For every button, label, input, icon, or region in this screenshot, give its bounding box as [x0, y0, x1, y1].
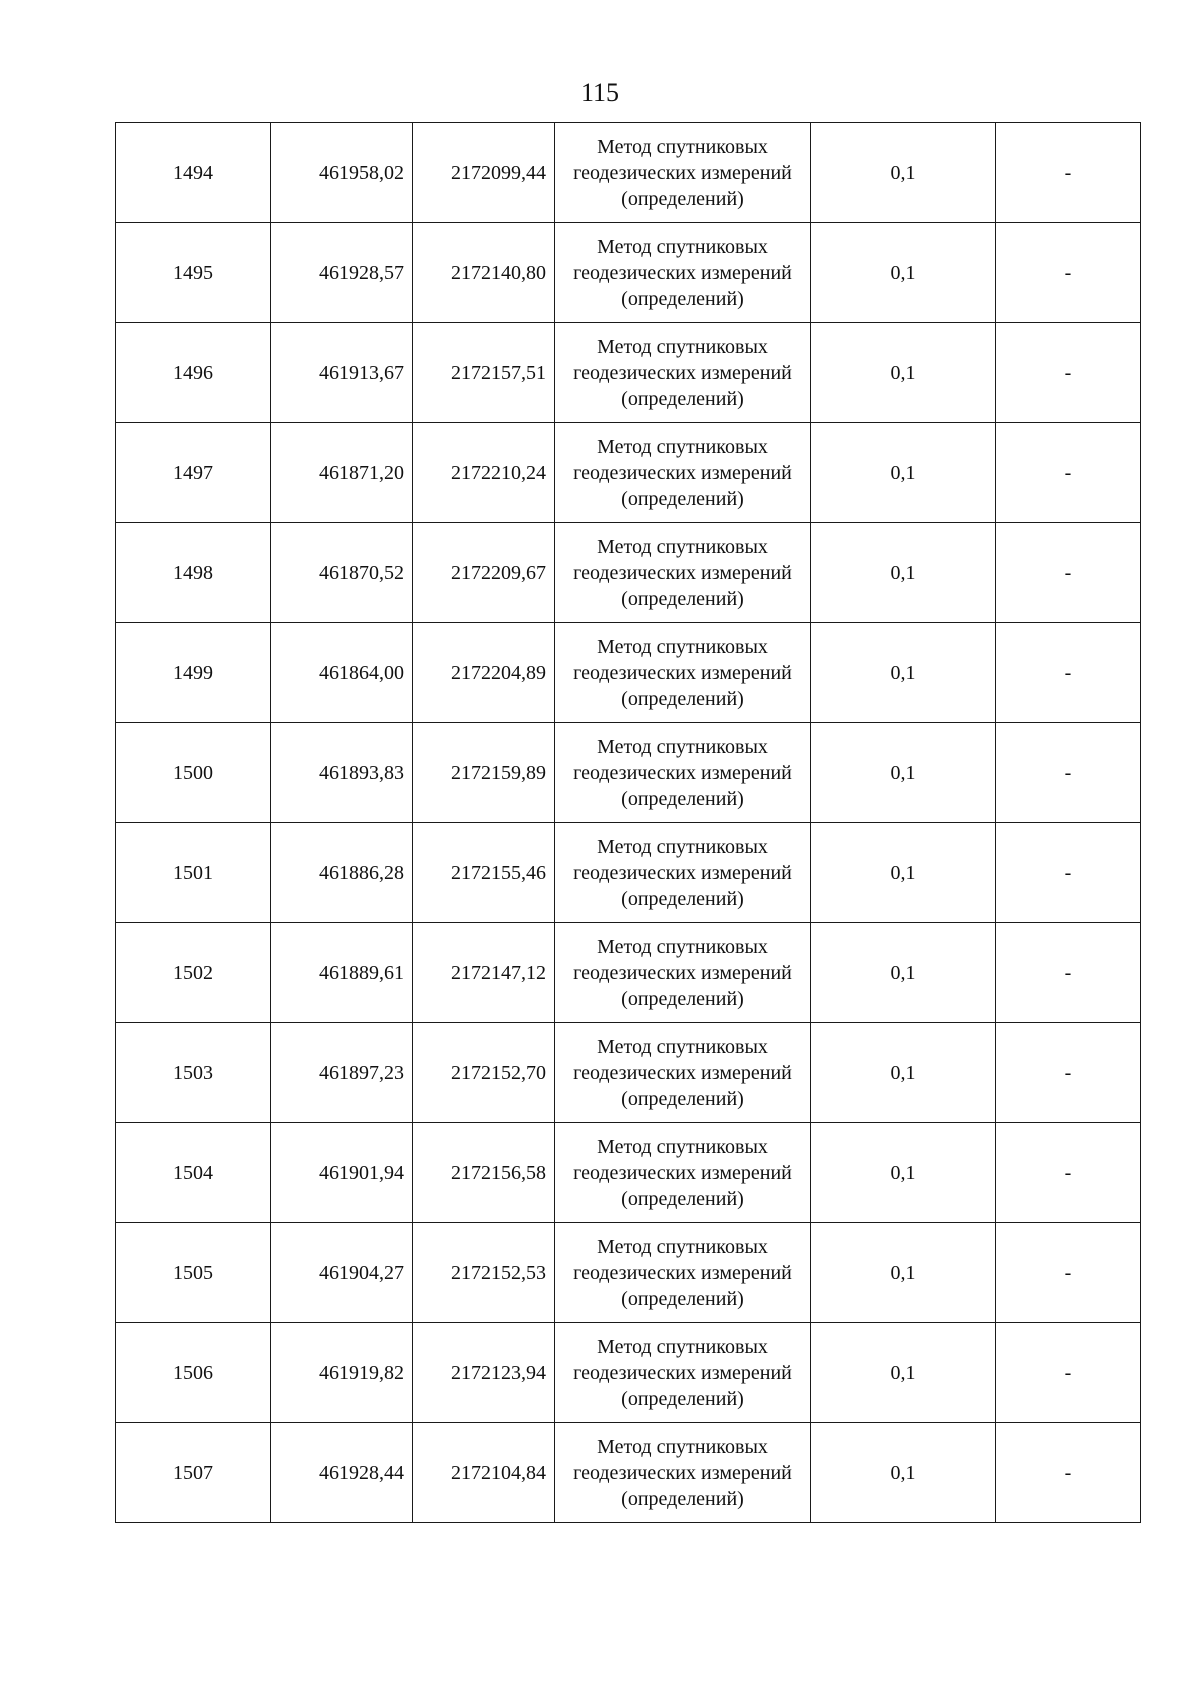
method-line: Метод спутниковых [597, 1235, 768, 1258]
method-line: Метод спутниковых [597, 1335, 768, 1358]
method-line: геодезических измерений [573, 361, 792, 384]
table-row [116, 923, 1141, 1023]
accuracy-cell: 0,1 [811, 123, 996, 223]
method-line: (определений) [621, 387, 744, 410]
table-row [116, 1023, 1141, 1123]
extra-cell: - [996, 1023, 1141, 1123]
accuracy-cell: 0,1 [811, 823, 996, 923]
accuracy-cell: 0,1 [811, 1023, 996, 1123]
method-line: геодезических измерений [573, 661, 792, 684]
point-number-cell: 1499 [116, 623, 271, 723]
method-line: геодезических измерений [573, 1361, 792, 1384]
accuracy-cell: 0,1 [811, 223, 996, 323]
accuracy-cell: 0,1 [811, 423, 996, 523]
method-line: Метод спутниковых [597, 235, 768, 258]
method-line: Метод спутниковых [597, 835, 768, 858]
method-line: (определений) [621, 587, 744, 610]
accuracy-cell: 0,1 [811, 1423, 996, 1523]
method-cell [555, 723, 811, 823]
method-cell [555, 1223, 811, 1323]
point-number-cell: 1496 [116, 323, 271, 423]
y-coordinate-cell: 2172104,84 [413, 1423, 555, 1523]
method-line: геодезических измерений [573, 561, 792, 584]
method-line: (определений) [621, 287, 744, 310]
x-coordinate-cell: 461886,28 [271, 823, 413, 923]
method-line: геодезических измерений [573, 1161, 792, 1184]
extra-cell: - [996, 923, 1141, 1023]
method-line: Метод спутниковых [597, 1435, 768, 1458]
method-line: (определений) [621, 1087, 744, 1110]
table-row [116, 223, 1141, 323]
table-row [116, 423, 1141, 523]
method-line: (определений) [621, 1487, 744, 1510]
y-coordinate-cell: 2172204,89 [413, 623, 555, 723]
y-coordinate-cell: 2172099,44 [413, 123, 555, 223]
method-cell [555, 323, 811, 423]
x-coordinate-cell: 461913,67 [271, 323, 413, 423]
extra-cell: - [996, 1423, 1141, 1523]
method-line: Метод спутниковых [597, 535, 768, 558]
method-line: геодезических измерений [573, 861, 792, 884]
method-line: геодезических измерений [573, 461, 792, 484]
table-row [116, 1123, 1141, 1223]
y-coordinate-cell: 2172156,58 [413, 1123, 555, 1223]
method-line: (определений) [621, 1387, 744, 1410]
x-coordinate-cell: 461871,20 [271, 423, 413, 523]
point-number-cell: 1501 [116, 823, 271, 923]
method-cell [555, 1123, 811, 1223]
method-line: геодезических измерений [573, 161, 792, 184]
method-line: (определений) [621, 1187, 744, 1210]
coordinates-table-body [116, 123, 1141, 1523]
coordinates-table [115, 122, 1141, 1523]
y-coordinate-cell: 2172152,70 [413, 1023, 555, 1123]
accuracy-cell: 0,1 [811, 1323, 996, 1423]
method-cell [555, 823, 811, 923]
method-cell [555, 523, 811, 623]
method-line: (определений) [621, 487, 744, 510]
y-coordinate-cell: 2172152,53 [413, 1223, 555, 1323]
method-line: геодезических измерений [573, 961, 792, 984]
method-cell [555, 923, 811, 1023]
extra-cell: - [996, 523, 1141, 623]
y-coordinate-cell: 2172155,46 [413, 823, 555, 923]
table-row [116, 623, 1141, 723]
method-line: Метод спутниковых [597, 135, 768, 158]
method-line: Метод спутниковых [597, 635, 768, 658]
x-coordinate-cell: 461870,52 [271, 523, 413, 623]
x-coordinate-cell: 461864,00 [271, 623, 413, 723]
table-row [116, 323, 1141, 423]
method-line: (определений) [621, 687, 744, 710]
extra-cell: - [996, 1323, 1141, 1423]
x-coordinate-cell: 461904,27 [271, 1223, 413, 1323]
table-row [116, 1423, 1141, 1523]
extra-cell: - [996, 1123, 1141, 1223]
accuracy-cell: 0,1 [811, 1223, 996, 1323]
method-line: Метод спутниковых [597, 935, 768, 958]
table-row [116, 523, 1141, 623]
method-line: (определений) [621, 987, 744, 1010]
method-cell [555, 1023, 811, 1123]
table-row [116, 723, 1141, 823]
method-line: Метод спутниковых [597, 1035, 768, 1058]
page-number: 115 [580, 78, 620, 107]
point-number-cell: 1507 [116, 1423, 271, 1523]
table-row [116, 1223, 1141, 1323]
method-cell [555, 223, 811, 323]
method-line: геодезических измерений [573, 1461, 792, 1484]
y-coordinate-cell: 2172147,12 [413, 923, 555, 1023]
x-coordinate-cell: 461889,61 [271, 923, 413, 1023]
x-coordinate-cell: 461928,44 [271, 1423, 413, 1523]
extra-cell: - [996, 723, 1141, 823]
y-coordinate-cell: 2172209,67 [413, 523, 555, 623]
extra-cell: - [996, 223, 1141, 323]
x-coordinate-cell: 461958,02 [271, 123, 413, 223]
point-number-cell: 1498 [116, 523, 271, 623]
extra-cell: - [996, 123, 1141, 223]
method-cell [555, 123, 811, 223]
point-number-cell: 1502 [116, 923, 271, 1023]
method-line: (определений) [621, 787, 744, 810]
accuracy-cell: 0,1 [811, 523, 996, 623]
x-coordinate-cell: 461901,94 [271, 1123, 413, 1223]
extra-cell: - [996, 823, 1141, 923]
point-number-cell: 1505 [116, 1223, 271, 1323]
extra-cell: - [996, 423, 1141, 523]
method-cell [555, 1423, 811, 1523]
y-coordinate-cell: 2172159,89 [413, 723, 555, 823]
point-number-cell: 1504 [116, 1123, 271, 1223]
point-number-cell: 1506 [116, 1323, 271, 1423]
method-line: Метод спутниковых [597, 435, 768, 458]
extra-cell: - [996, 323, 1141, 423]
method-line: геодезических измерений [573, 1061, 792, 1084]
y-coordinate-cell: 2172140,80 [413, 223, 555, 323]
accuracy-cell: 0,1 [811, 623, 996, 723]
method-line: (определений) [621, 187, 744, 210]
point-number-cell: 1503 [116, 1023, 271, 1123]
point-number-cell: 1497 [116, 423, 271, 523]
method-line: Метод спутниковых [597, 735, 768, 758]
accuracy-cell: 0,1 [811, 923, 996, 1023]
method-line: Метод спутниковых [597, 1135, 768, 1158]
extra-cell: - [996, 623, 1141, 723]
method-line: Метод спутниковых [597, 335, 768, 358]
point-number-cell: 1494 [116, 123, 271, 223]
x-coordinate-cell: 461893,83 [271, 723, 413, 823]
table-row [116, 123, 1141, 223]
method-line: (определений) [621, 1287, 744, 1310]
table-row [116, 823, 1141, 923]
extra-cell: - [996, 1223, 1141, 1323]
point-number-cell: 1495 [116, 223, 271, 323]
accuracy-cell: 0,1 [811, 1123, 996, 1223]
x-coordinate-cell: 461897,23 [271, 1023, 413, 1123]
point-number-cell: 1500 [116, 723, 271, 823]
method-line: геодезических измерений [573, 261, 792, 284]
x-coordinate-cell: 461928,57 [271, 223, 413, 323]
table-row [116, 1323, 1141, 1423]
accuracy-cell: 0,1 [811, 723, 996, 823]
method-line: геодезических измерений [573, 1261, 792, 1284]
method-cell [555, 1323, 811, 1423]
y-coordinate-cell: 2172157,51 [413, 323, 555, 423]
method-cell [555, 623, 811, 723]
method-line: (определений) [621, 887, 744, 910]
y-coordinate-cell: 2172123,94 [413, 1323, 555, 1423]
x-coordinate-cell: 461919,82 [271, 1323, 413, 1423]
accuracy-cell: 0,1 [811, 323, 996, 423]
method-line: геодезических измерений [573, 761, 792, 784]
method-cell [555, 423, 811, 523]
y-coordinate-cell: 2172210,24 [413, 423, 555, 523]
